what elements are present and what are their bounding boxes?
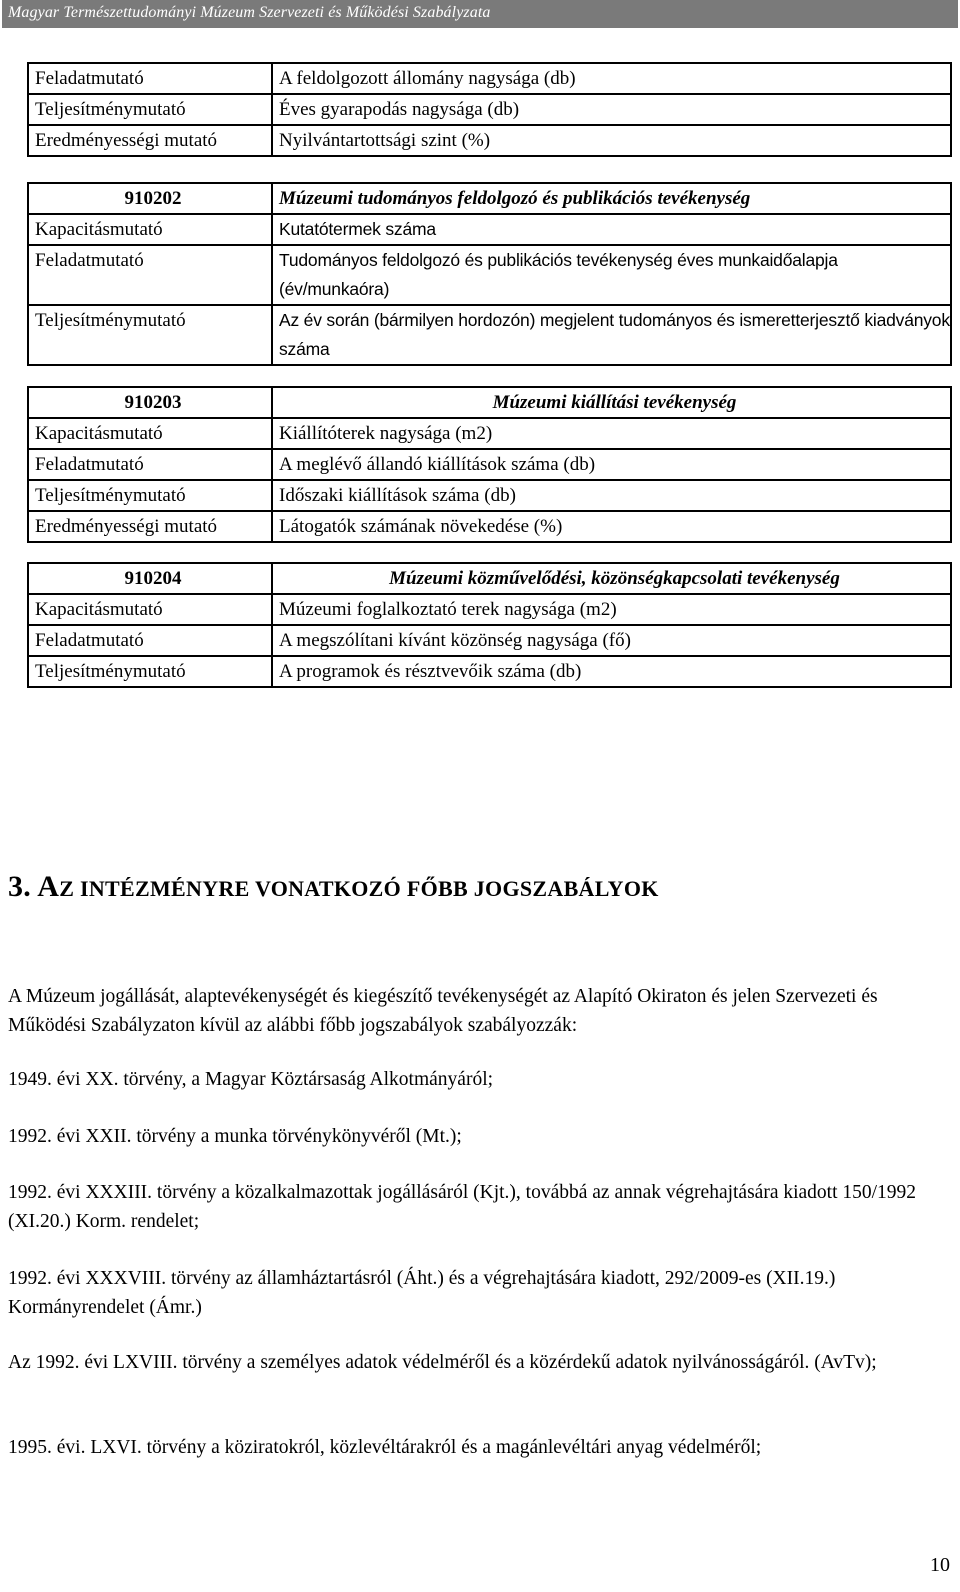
row-label: Feladatmutató — [28, 63, 272, 94]
table-row — [28, 214, 951, 245]
row-value: A feldolgozott állomány nagysága (db) — [272, 63, 951, 94]
activity-title: Múzeumi tudományos feldolgozó és publikációs tevékenység — [272, 183, 951, 214]
table-row — [28, 125, 951, 156]
activity-code: 910203 — [28, 387, 272, 418]
section-title-rest: Z INTÉZMÉNYRE VONATKOZÓ FŐBB JOGSZABÁLYOK — [59, 876, 659, 901]
activity-title: Múzeumi kiállítási tevékenység — [272, 387, 951, 418]
table-row — [28, 245, 951, 305]
activity-title: Múzeumi közművelődési, közönségkapcsolati tevékenység — [272, 563, 951, 594]
table-row — [28, 94, 951, 125]
row-value: A programok és résztvevőik száma (db) — [272, 656, 951, 687]
row-label: Feladatmutató — [28, 625, 272, 656]
row-value: Tudományos feldolgozó és publikációs tevékenység éves munkaidőalapja (év/munkaóra) — [272, 245, 951, 305]
table-row — [28, 418, 951, 449]
activity-code: 910204 — [28, 563, 272, 594]
row-label: Kapacitásmutató — [28, 594, 272, 625]
row-value: Múzeumi foglalkoztató terek nagysága (m2) — [272, 594, 951, 625]
law-item: 1992. évi XXII. törvény a munka törvénykönyvéről (Mt.); — [8, 1126, 462, 1147]
row-value: Nyilvántartottsági szint (%) — [272, 125, 951, 156]
row-label: Teljesítménymutató — [28, 480, 272, 511]
table-row — [28, 305, 951, 365]
row-label: Teljesítménymutató — [28, 94, 272, 125]
row-label: Teljesítménymutató — [28, 656, 272, 687]
table-row — [28, 449, 951, 480]
row-value: Az év során (bármilyen hordozón) megjelent tudományos és ismeretterjesztő kiadványok száma — [272, 305, 951, 365]
row-value: Kutatótermek száma — [272, 214, 951, 245]
indicator-table-910203 — [27, 386, 952, 543]
document-header: Magyar Természettudományi Múzeum Szervezeti és Működési Szabályzata — [2, 0, 958, 28]
law-item: 1992. évi XXXVIII. törvény az államháztartásról (Áht.) és a végrehajtására kiadott, 292/2009-es (XII.19.) Kormányrendelet (Ámr.) — [8, 1268, 836, 1318]
indicator-table-910202 — [27, 182, 952, 366]
row-label: Kapacitásmutató — [28, 418, 272, 449]
table-row — [28, 63, 951, 94]
row-value: Látogatók számának növekedése (%) — [272, 511, 951, 542]
table-row — [28, 480, 951, 511]
row-label: Kapacitásmutató — [28, 214, 272, 245]
row-value: Éves gyarapodás nagysága (db) — [272, 94, 951, 125]
row-label: Teljesítménymutató — [28, 305, 272, 365]
indicator-table-1 — [27, 62, 952, 157]
law-item: 1949. évi XX. törvény, a Magyar Köztársaság Alkotmányáról; — [8, 1069, 494, 1090]
table-row — [28, 656, 951, 687]
row-value: A meglévő állandó kiállítások száma (db) — [272, 449, 951, 480]
law-item: 1995. évi. LXVI. törvény a köziratokról, közlevéltárakról és a magánlevéltári anyag védelméről; — [8, 1437, 762, 1458]
table-header-row — [28, 563, 951, 594]
table-header-row — [28, 387, 951, 418]
row-label: Feladatmutató — [28, 245, 272, 305]
row-label: Eredményességi mutató — [28, 511, 272, 542]
table-row — [28, 511, 951, 542]
table-header-row — [28, 183, 951, 214]
page-number: 10 — [930, 1554, 950, 1576]
section-number: 3. — [8, 870, 32, 903]
section-title-initial: A — [37, 870, 60, 903]
row-value: A megszólítani kívánt közönség nagysága (fő) — [272, 625, 951, 656]
indicator-table-910204 — [27, 562, 952, 688]
section-heading — [8, 870, 659, 904]
law-item: 1992. évi XXXIII. törvény a közalkalmazottak jogállásáról (Kjt.), továbbá az annak végrehajtására kiadott 150/1992 (XI.20.) Korm. rendelet; — [8, 1182, 917, 1232]
row-value: Időszaki kiállítások száma (db) — [272, 480, 951, 511]
activity-code: 910202 — [28, 183, 272, 214]
table-row — [28, 625, 951, 656]
row-value: Kiállítóterek nagysága (m2) — [272, 418, 951, 449]
row-label: Eredményességi mutató — [28, 125, 272, 156]
row-label: Feladatmutató — [28, 449, 272, 480]
table-row — [28, 594, 951, 625]
law-item: Az 1992. évi LXVIII. törvény a személyes adatok védelméről és a közérdekű adatok nyilvánosságáról. (AvTv); — [8, 1352, 877, 1373]
intro-paragraph: A Múzeum jogállását, alaptevékenységét és kiegészítő tevékenységét az Alapító Okiraton és jelen Szervezeti és Működési Szabályzaton kívül az alábbi főbb jogszabályok szabályozzák: — [8, 986, 878, 1036]
